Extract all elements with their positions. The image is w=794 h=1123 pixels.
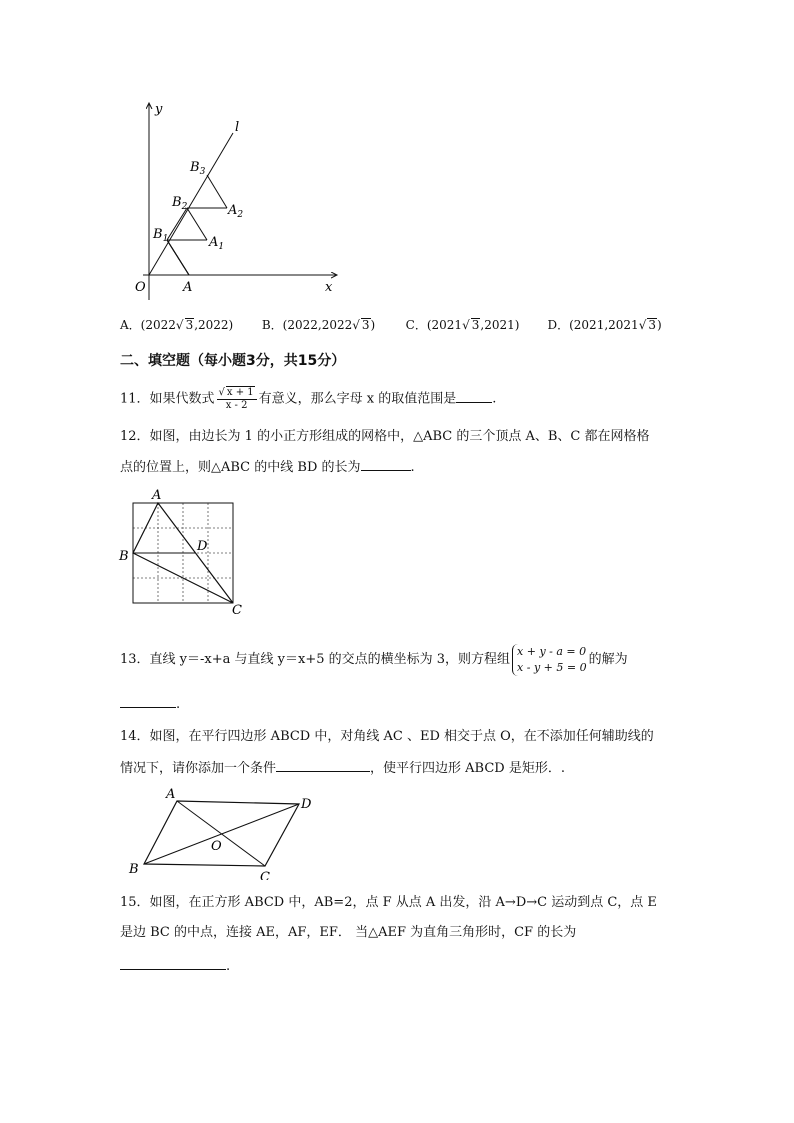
label-a: A bbox=[166, 787, 176, 802]
label-l: l bbox=[235, 120, 240, 135]
label-y: y bbox=[155, 102, 163, 117]
label-b1: $B_1$ bbox=[153, 227, 169, 244]
q13-equation-system: x + y - a = 0 x - y + 5 = 0 bbox=[512, 644, 587, 676]
q15-answer-blank[interactable] bbox=[120, 955, 226, 970]
option-b[interactable]: B．(2022,2022√ 3) bbox=[261, 318, 376, 332]
line-l bbox=[149, 133, 233, 275]
q14-figure bbox=[125, 785, 325, 880]
q12-figure bbox=[115, 487, 255, 617]
q12-answer-blank[interactable] bbox=[361, 456, 411, 471]
label-c: C bbox=[260, 870, 270, 880]
question-13: 13．直线 y＝-x+a 与直线 y＝x+5 的交点的横坐标为 3，则方程组 x + y - a = 0 x - y + 5 = 0 的解为 bbox=[120, 644, 628, 674]
question-11: 11．如果代数式 $\frac{√ x + 1}{x - 2}$ 有意义，那么字母 x 的取值范围是 . bbox=[120, 387, 497, 411]
seg-a1-b2 bbox=[187, 208, 207, 240]
question-14-line1: 14．如图，在平行四边形 ABCD 中，对角线 AC 、ED 相交于点 O，在不添加任何辅助线的 bbox=[120, 729, 654, 744]
seg-a2-b3 bbox=[207, 175, 227, 208]
question-13-answer: . bbox=[120, 693, 180, 715]
label-a2: $A_2$ bbox=[228, 203, 244, 220]
option-a[interactable]: A．(2022√ 3,2022) bbox=[120, 318, 234, 332]
question-12-line2: 点的位置上，则△ABC 的中线 BD 的长为 . bbox=[120, 456, 415, 478]
q14-answer-blank[interactable] bbox=[276, 757, 370, 772]
label-b3: $B_3$ bbox=[190, 160, 206, 177]
q11-fraction: $\frac{√ x + 1}{x - 2}$ bbox=[217, 386, 257, 412]
question-15-answer: . bbox=[120, 955, 230, 977]
label-d: D bbox=[301, 797, 312, 812]
q10-options bbox=[120, 315, 662, 335]
label-b2: $B_2$ bbox=[172, 195, 188, 212]
option-d[interactable]: D．(2021,2021√ 3) bbox=[547, 318, 662, 332]
q10-figure bbox=[125, 95, 355, 300]
q13-answer-blank[interactable] bbox=[120, 693, 176, 708]
diagonal-bd bbox=[144, 804, 299, 864]
label-o: O bbox=[211, 839, 222, 854]
section-2-title: 二、填空题（每小题3分，共15分） bbox=[120, 353, 346, 369]
question-15-line2: 是边 BC 的中点，连接 AE，AF，EF． 当△AEF 为直角三角形时，CF 的长为 bbox=[120, 925, 577, 940]
question-14-line2: 情况下，请你添加一个条件 ，使平行四边形 ABCD 是矩形．. bbox=[120, 757, 565, 779]
option-c[interactable]: C．(2021√ 3,2021) bbox=[405, 318, 520, 332]
label-a1: $A_1$ bbox=[209, 235, 225, 252]
question-15-line1: 15．如图，在正方形 ABCD 中，AB=2，点 F 从点 A 出发，沿 A→D→C 运动到点 C，点 E bbox=[120, 895, 657, 910]
seg-b1-a1 bbox=[167, 208, 187, 240]
label-o: O bbox=[135, 280, 146, 295]
label-c: C bbox=[232, 603, 242, 617]
q11-answer-blank[interactable] bbox=[456, 388, 492, 403]
question-12-line1: 12．如图，由边长为 1 的小正方形组成的网格中，△ABC 的三个顶点 A、B、C 都在网格格 bbox=[120, 429, 650, 444]
diagonal-ac bbox=[177, 801, 265, 866]
label-b: B bbox=[129, 862, 139, 877]
label-x: x bbox=[325, 280, 333, 295]
label-a: A bbox=[152, 488, 162, 503]
label-d: D bbox=[197, 539, 208, 554]
label-b: B bbox=[119, 549, 129, 564]
label-a: A bbox=[183, 280, 193, 295]
seg-a-b1-low bbox=[167, 240, 189, 275]
